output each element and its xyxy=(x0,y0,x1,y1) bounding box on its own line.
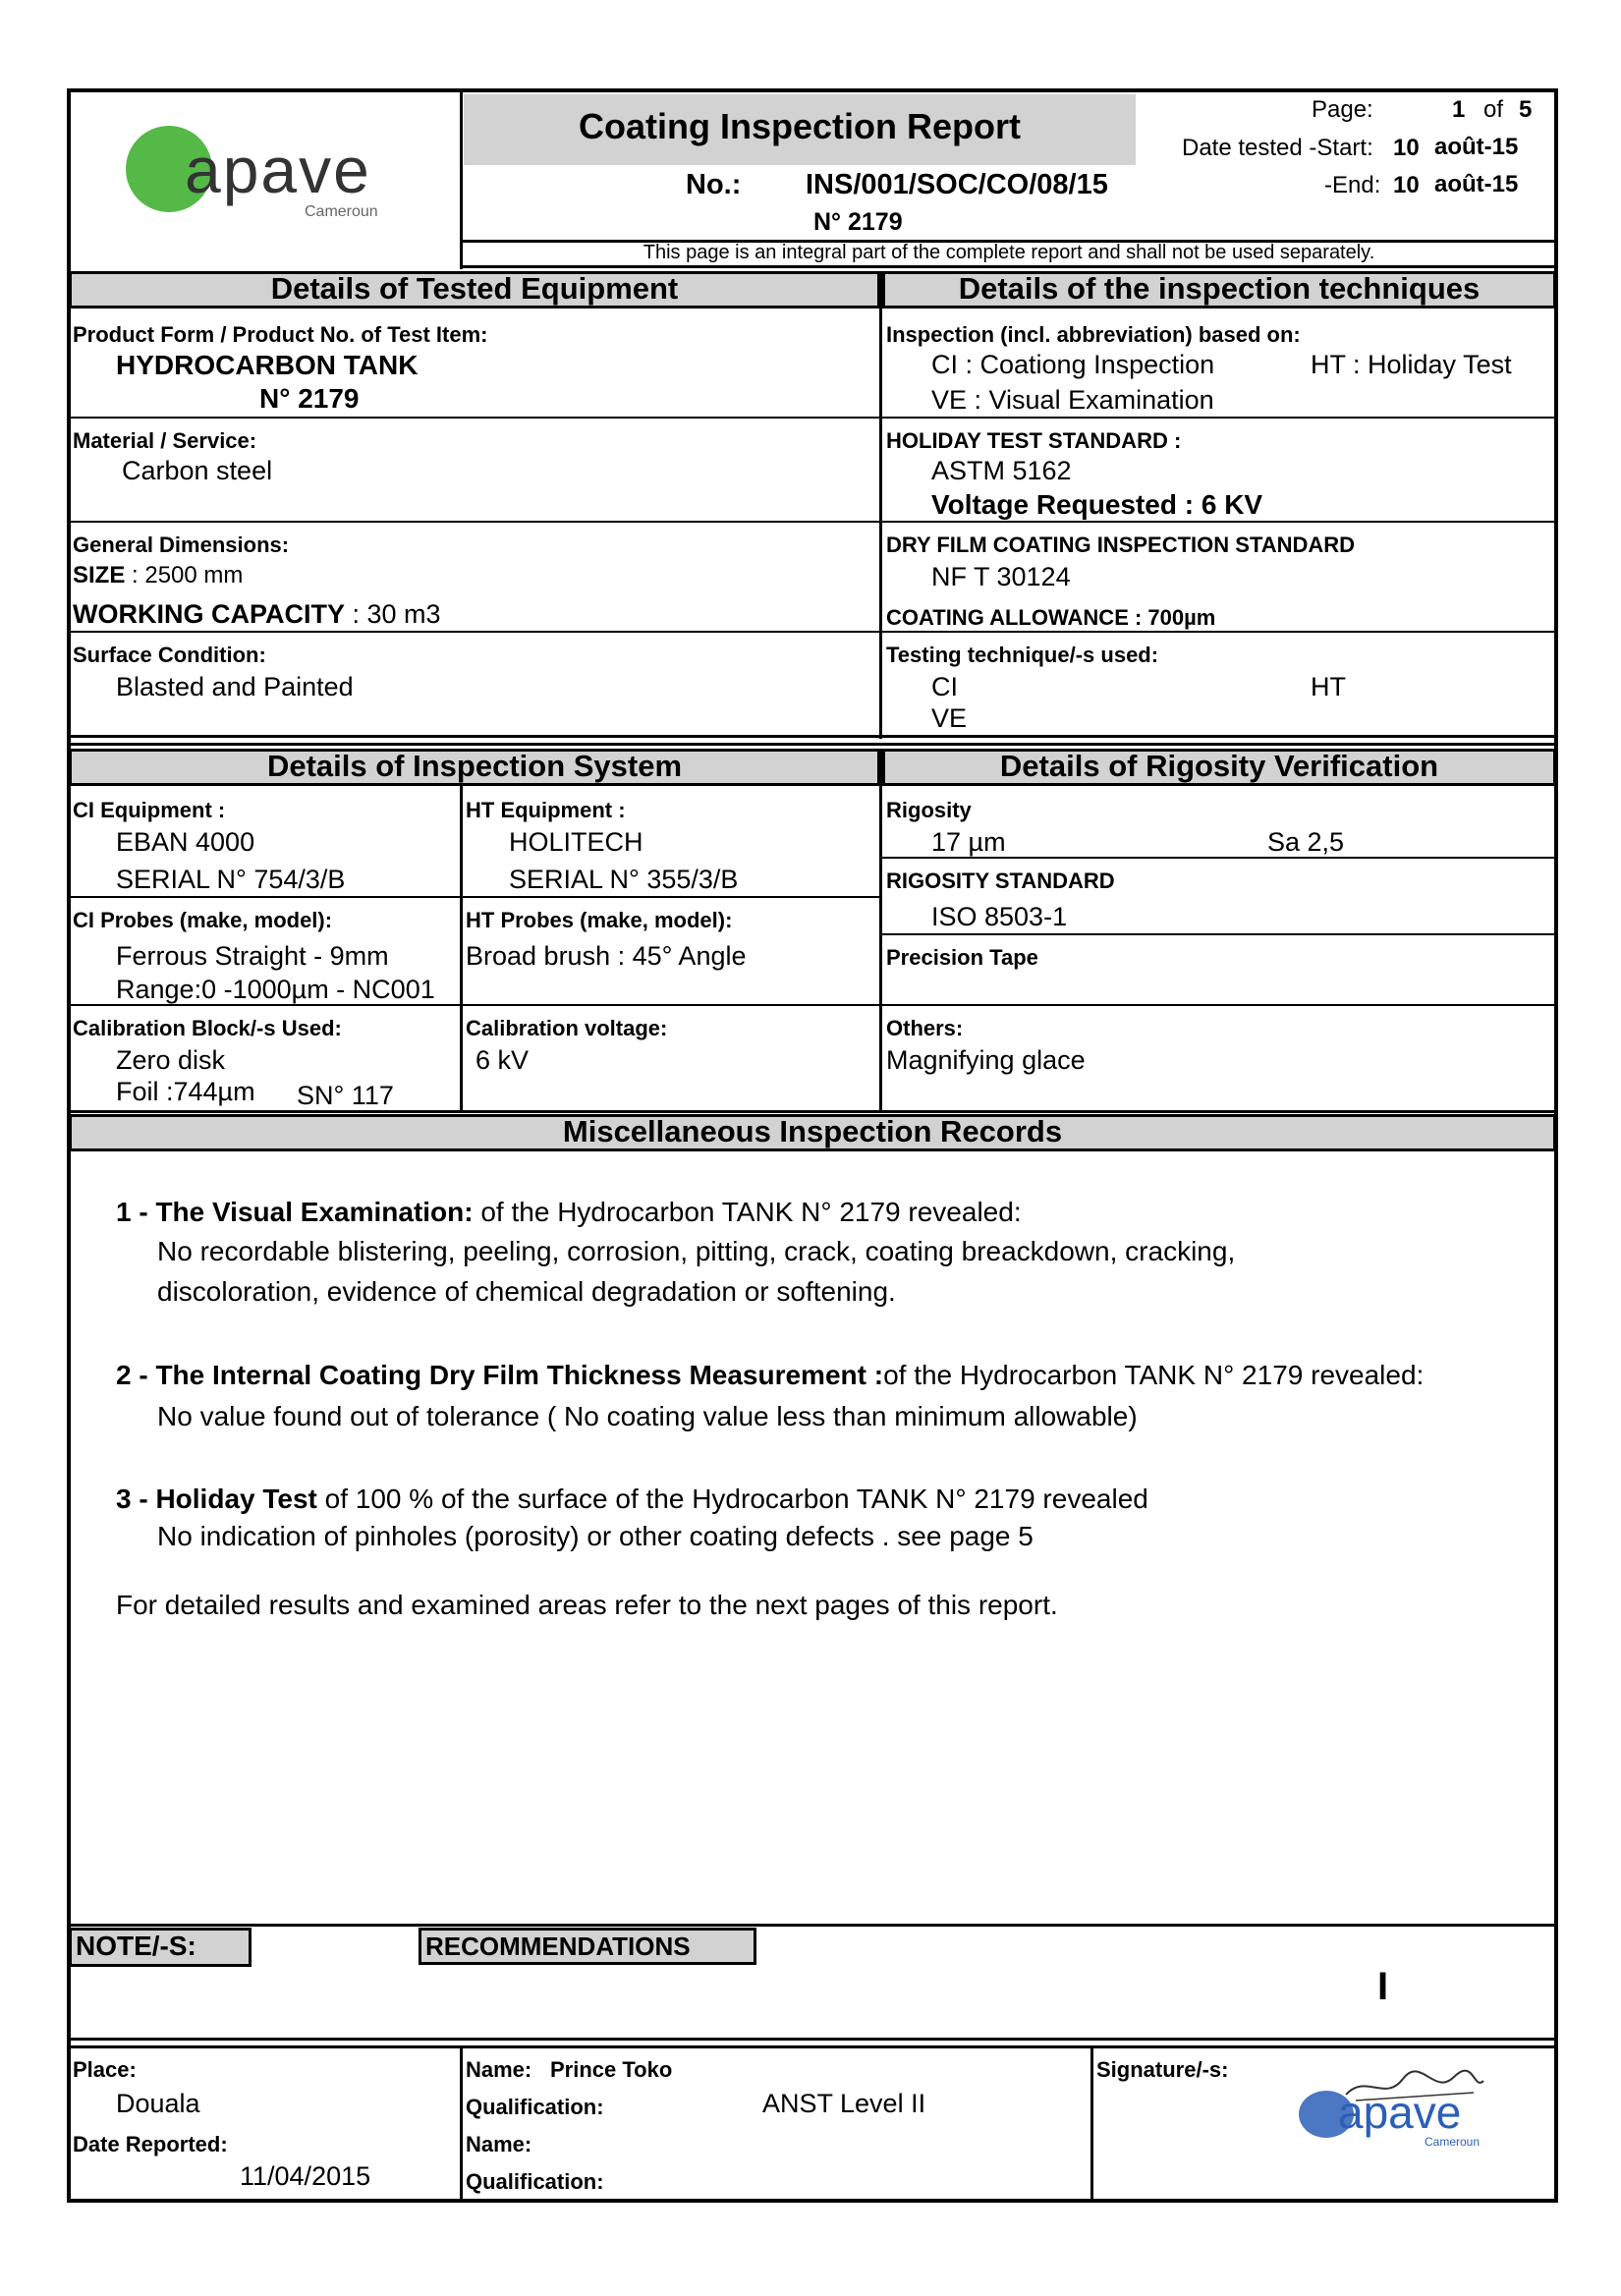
section-line xyxy=(69,1924,1556,1927)
misc-heading: Miscellaneous Inspection Records xyxy=(69,1114,1556,1151)
signoff-divider-1 xyxy=(460,2047,463,2199)
date-end-day: 10 xyxy=(1393,172,1420,198)
date-reported-value: 11/04/2015 xyxy=(240,2161,371,2191)
svg-text:apave: apave xyxy=(185,134,371,206)
section2-inner-divider xyxy=(460,786,463,1112)
calib-block-label: Calibration Block/-s Used: xyxy=(73,1016,342,1040)
size-label: SIZE xyxy=(73,562,126,588)
name-2-label: Name: xyxy=(466,2132,532,2156)
signature-label: Signature/-s: xyxy=(1096,2057,1229,2082)
dimensions-label: General Dimensions: xyxy=(73,532,290,557)
notes-label: NOTE/-S: xyxy=(69,1928,252,1967)
place-value: Douala xyxy=(116,2089,200,2118)
section-line xyxy=(69,1110,1556,1113)
rigosity-grade: Sa 2,5 xyxy=(1267,827,1345,857)
ci-equipment-label: CI Equipment : xyxy=(73,798,226,822)
record-3-line-2: No indication of pinholes (porosity) or other coating defects . see page 5 xyxy=(157,1521,1034,1551)
record-3-rest: of 100 % of the surface of the Hydrocarbon TANK N° 2179 revealed xyxy=(316,1484,1148,1514)
holiday-std-label: HOLIDAY TEST STANDARD : xyxy=(886,428,1182,453)
dry-film-value: NF T 30124 xyxy=(931,562,1071,591)
recommendations-label: RECOMMENDATIONS xyxy=(419,1928,756,1965)
row-line xyxy=(69,417,1556,419)
product-number: N° 2179 xyxy=(259,383,360,414)
techniques-heading: Details of the inspection techniques xyxy=(882,271,1556,308)
surface-value: Blasted and Painted xyxy=(116,672,354,701)
record-1-rest: of the Hydrocarbon TANK N° 2179 revealed: xyxy=(473,1197,1022,1227)
ht-serial: SERIAL N° 355/3/B xyxy=(509,865,739,894)
date-start-day: 10 xyxy=(1393,135,1420,161)
date-reported-label: Date Reported: xyxy=(73,2132,228,2156)
technique-ci: CI : Coationg Inspection xyxy=(931,350,1215,379)
page-number: 1 xyxy=(1452,96,1466,123)
record-2-line-2: No value found out of tolerance ( No coating value less than minimum allowable) xyxy=(157,1401,1138,1431)
signoff-divider-2 xyxy=(1090,2047,1093,2199)
date-end-month: août-15 xyxy=(1434,171,1519,197)
record-1-line-1 xyxy=(116,1197,1022,1228)
record-1-line-3: discoloration, evidence of chemical degradation or softening. xyxy=(157,1276,896,1307)
header-line-2 xyxy=(462,265,1556,268)
ht-probes-value: Broad brush : 45° Angle xyxy=(466,941,747,971)
size-line xyxy=(73,562,243,589)
ht-probes-label: HT Probes (make, model): xyxy=(466,908,733,932)
name-value: Prince Toko xyxy=(550,2057,673,2082)
others-value: Magnifying glace xyxy=(886,1045,1086,1075)
record-2-rest: of the Hydrocarbon TANK N° 2179 revealed: xyxy=(883,1360,1425,1390)
ci-serial: SERIAL N° 754/3/B xyxy=(116,865,346,894)
row-line xyxy=(882,933,1556,935)
report-no-value: INS/001/SOC/CO/08/15 xyxy=(806,169,1108,200)
rigosity-standard-label: RIGOSITY STANDARD xyxy=(886,868,1115,893)
coating-allowance: COATING ALLOWANCE : 700µm xyxy=(886,605,1216,630)
report-no-label: No.: xyxy=(686,169,742,200)
ht-equipment-label: HT Equipment : xyxy=(466,798,626,822)
misc-footer-text: For detailed results and examined areas refer to the next pages of this report. xyxy=(116,1590,1058,1620)
ci-probes-label: CI Probes (make, model): xyxy=(73,908,333,932)
calib-block-2: Foil :744µm xyxy=(116,1077,255,1106)
name-label: Name: xyxy=(466,2057,532,2082)
section-line xyxy=(69,735,1556,738)
qualification-label: Qualification: xyxy=(466,2095,604,2119)
tested-equipment-heading: Details of Tested Equipment xyxy=(69,271,880,308)
svg-text:Cameroun: Cameroun xyxy=(1425,2135,1481,2149)
ci-probes-1: Ferrous Straight - 9mm xyxy=(116,941,389,971)
notes-mark: I xyxy=(1377,1965,1389,2008)
inspection-system-heading: Details of Inspection System xyxy=(69,749,880,786)
voltage-requested: Voltage Requested : 6 KV xyxy=(931,489,1263,520)
section-line xyxy=(69,2038,1556,2041)
date-end-label: -End: xyxy=(1324,172,1381,198)
capacity-value: : 30 m3 xyxy=(352,599,441,629)
row-line xyxy=(69,896,880,898)
record-3-line-1 xyxy=(116,1484,1148,1515)
record-2-line-1 xyxy=(116,1360,1424,1391)
page-of: of xyxy=(1483,96,1504,123)
qualification-2-label: Qualification: xyxy=(466,2169,604,2194)
record-1-line-2: No recordable blistering, peeling, corrosion, pitting, crack, coating breackdown, cracking, xyxy=(157,1236,1236,1266)
page-title: Coating Inspection Report xyxy=(579,106,1021,146)
row-line xyxy=(69,521,1556,523)
calib-voltage-label: Calibration voltage: xyxy=(466,1016,668,1040)
ci-probes-2: Range:0 -1000µm - NC001 xyxy=(116,975,435,1004)
calib-voltage-value: 6 kV xyxy=(475,1045,530,1075)
material-label: Material / Service: xyxy=(73,428,257,453)
product-label: Product Form / Product No. of Test Item: xyxy=(73,322,488,347)
qualification-value: ANST Level II xyxy=(762,2089,926,2118)
others-label: Others: xyxy=(886,1016,964,1040)
surface-label: Surface Condition: xyxy=(73,643,266,667)
svg-text:Cameroun: Cameroun xyxy=(305,203,378,220)
record-1-title: 1 - The Visual Examination: xyxy=(116,1197,474,1227)
calib-block-sn: SN° 117 xyxy=(297,1081,394,1110)
section2-divider xyxy=(879,749,882,1112)
precision-tape-label: Precision Tape xyxy=(886,945,1038,970)
technique-ve: VE : Visual Examination xyxy=(931,385,1214,415)
place-label: Place: xyxy=(73,2057,137,2082)
apave-logo xyxy=(118,118,432,226)
rigosity-value: 17 µm xyxy=(931,827,1006,857)
calib-block-1: Zero disk xyxy=(116,1045,226,1075)
ci-equipment-value: EBAN 4000 xyxy=(116,827,255,857)
used-ht: HT xyxy=(1311,672,1346,701)
date-start-month: août-15 xyxy=(1434,134,1519,160)
capacity-label: WORKING CAPACITY xyxy=(73,599,345,629)
tank-number: N° 2179 xyxy=(813,208,903,236)
section-line xyxy=(69,2045,1556,2048)
ht-equipment-value: HOLITECH xyxy=(509,827,643,857)
page-total: 5 xyxy=(1519,96,1533,123)
svg-text:apave: apave xyxy=(1338,2087,1462,2138)
section1-divider xyxy=(879,271,882,739)
record-3-title: 3 - Holiday Test xyxy=(116,1484,317,1514)
used-label: Testing technique/-s used: xyxy=(886,643,1159,667)
date-start-label: Date tested -Start: xyxy=(1182,135,1373,161)
record-2-title: 2 - The Internal Coating Dry Film Thickness Measurement : xyxy=(116,1360,884,1390)
rigosity-standard-value: ISO 8503-1 xyxy=(931,902,1068,931)
size-value: : 2500 mm xyxy=(132,562,244,588)
used-ci: CI xyxy=(931,672,958,701)
signature-stamp xyxy=(1287,2067,1503,2156)
product-value: HYDROCARBON TANK xyxy=(116,350,419,380)
based-on-label: Inspection (incl. abbreviation) based on: xyxy=(886,322,1301,347)
rigosity-heading: Details of Rigosity Verification xyxy=(882,749,1556,786)
technique-ht: HT : Holiday Test xyxy=(1311,350,1512,379)
used-ve: VE xyxy=(931,703,968,733)
holiday-std-value: ASTM 5162 xyxy=(931,456,1072,485)
material-value: Carbon steel xyxy=(122,456,273,485)
disclaimer: This page is an integral part of the complete report and shall not be used separately. xyxy=(643,242,1375,263)
row-line xyxy=(69,631,1556,633)
rigosity-label: Rigosity xyxy=(886,798,972,822)
section-line xyxy=(69,743,1556,746)
page-label: Page: xyxy=(1312,96,1373,123)
capacity-line xyxy=(73,599,441,630)
dry-film-label: DRY FILM COATING INSPECTION STANDARD xyxy=(886,532,1356,557)
